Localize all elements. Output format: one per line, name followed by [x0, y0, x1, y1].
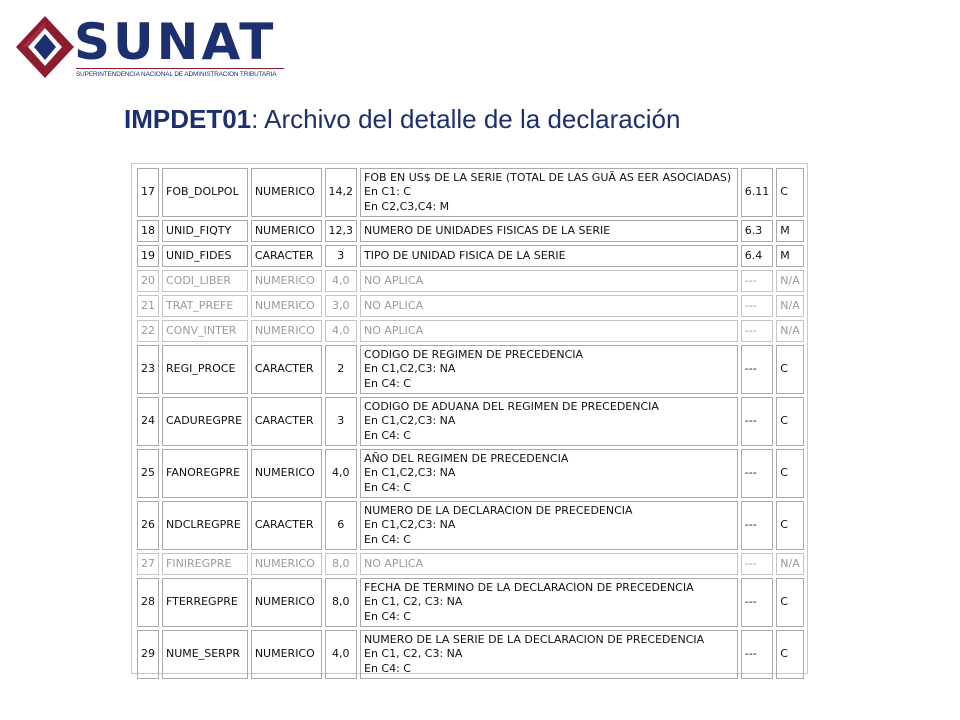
description-line: FOB EN US$ DE LA SERIE (TOTAL DE LAS GUÃ AS EER ASOCIADAS)	[364, 170, 732, 184]
sunat-diamond-emblem	[14, 14, 76, 84]
field-number-cell: 26	[137, 501, 159, 550]
field-number-cell: 28	[137, 578, 159, 627]
logo-subtitle: SUPERINTENDENCIA NACIONAL DE ADMINISTRACION TRIBUTARIA	[76, 68, 284, 78]
field-name-cell: REGI_PROCE	[162, 345, 248, 394]
field-requirement-cell: C	[776, 345, 804, 394]
field-requirement-cell: N/A	[776, 553, 804, 575]
sunat-logo	[14, 14, 284, 84]
description-line: NO APLICA	[364, 273, 424, 287]
field-type-cell: NUMERICO	[251, 270, 322, 292]
field-type-cell: CARACTER	[251, 345, 322, 394]
field-name-cell: UNID_FIDES	[162, 245, 248, 267]
field-length-cell: 8,0	[325, 553, 358, 575]
field-length-cell: 4,0	[325, 320, 358, 342]
table-row	[137, 630, 804, 679]
description-line: En C4: C	[364, 661, 411, 675]
field-type-cell: NUMERICO	[251, 220, 322, 242]
field-description-cell	[360, 168, 738, 217]
field-number-cell: 18	[137, 220, 159, 242]
field-name-cell: NDCLREGPRE	[162, 501, 248, 550]
table-row	[137, 578, 804, 627]
field-number-cell: 22	[137, 320, 159, 342]
description-line: NO APLICA	[364, 298, 424, 312]
field-reference-cell: ---	[741, 345, 774, 394]
table-row	[137, 397, 804, 446]
field-length-cell: 4,0	[325, 270, 358, 292]
field-type-cell: NUMERICO	[251, 168, 322, 217]
description-line: NUMERO DE LA SERIE DE LA DECLARACION DE PRECEDENCIA	[364, 632, 705, 646]
description-line: CODIGO DE REGIMEN DE PRECEDENCIA	[364, 347, 584, 361]
field-number-cell: 27	[137, 553, 159, 575]
table-row	[137, 320, 804, 342]
field-reference-cell: ---	[741, 270, 774, 292]
field-requirement-cell: N/A	[776, 295, 804, 317]
field-reference-cell: ---	[741, 630, 774, 679]
field-type-cell: NUMERICO	[251, 630, 322, 679]
field-number-cell: 25	[137, 449, 159, 498]
field-description-cell	[360, 270, 738, 292]
field-reference-cell: 6.4	[741, 245, 774, 267]
field-reference-cell: ---	[741, 295, 774, 317]
table-row	[137, 245, 804, 267]
field-type-cell: CARACTER	[251, 245, 322, 267]
field-requirement-cell: M	[776, 245, 804, 267]
field-requirement-cell: C	[776, 168, 804, 217]
field-description-cell	[360, 449, 738, 498]
field-name-cell: TRAT_PREFE	[162, 295, 248, 317]
description-line: NO APLICA	[364, 556, 424, 570]
field-name-cell: FTERREGPRE	[162, 578, 248, 627]
field-name-cell: FINIREGPRE	[162, 553, 248, 575]
field-name-cell: CONV_INTER	[162, 320, 248, 342]
field-description-cell	[360, 578, 738, 627]
field-description-cell	[360, 553, 738, 575]
logo-wordmark: SUNAT	[74, 13, 277, 71]
field-reference-cell: ---	[741, 553, 774, 575]
field-requirement-cell: C	[776, 630, 804, 679]
field-number-cell: 29	[137, 630, 159, 679]
table-row	[137, 345, 804, 394]
description-line: NUMERO DE UNIDADES FISICAS DE LA SERIE	[364, 223, 611, 237]
field-description-cell	[360, 220, 738, 242]
field-type-cell: CARACTER	[251, 501, 322, 550]
field-type-cell: NUMERICO	[251, 295, 322, 317]
field-length-cell: 6	[325, 501, 358, 550]
description-line: En C4: C	[364, 376, 411, 390]
table-row	[137, 553, 804, 575]
description-line: En C4: C	[364, 532, 411, 546]
description-line: TIPO DE UNIDAD FISICA DE LA SERIE	[364, 248, 566, 262]
field-number-cell: 23	[137, 345, 159, 394]
field-reference-cell: ---	[741, 397, 774, 446]
description-line: NO APLICA	[364, 323, 424, 337]
description-line: En C1: C	[364, 185, 411, 199]
table-row	[137, 220, 804, 242]
field-number-cell: 24	[137, 397, 159, 446]
field-type-cell: NUMERICO	[251, 578, 322, 627]
description-line: En C4: C	[364, 480, 411, 494]
description-line: En C1,C2,C3: NA	[364, 362, 456, 376]
field-reference-cell: 6.11	[741, 168, 774, 217]
field-description-cell	[360, 320, 738, 342]
table-row	[137, 270, 804, 292]
field-table-frame	[131, 163, 808, 674]
field-name-cell: CADUREGPRE	[162, 397, 248, 446]
field-length-cell: 4,0	[325, 630, 358, 679]
field-reference-cell: 6.3	[741, 220, 774, 242]
field-type-cell: CARACTER	[251, 397, 322, 446]
field-description-cell	[360, 245, 738, 267]
field-description-cell	[360, 630, 738, 679]
description-line: En C1, C2, C3: NA	[364, 647, 463, 661]
description-line: En C1,C2,C3: NA	[364, 414, 456, 428]
description-line: En C1, C2, C3: NA	[364, 595, 463, 609]
field-number-cell: 19	[137, 245, 159, 267]
field-requirement-cell: N/A	[776, 270, 804, 292]
table-row	[137, 295, 804, 317]
field-requirement-cell: C	[776, 501, 804, 550]
field-type-cell: NUMERICO	[251, 553, 322, 575]
title-text: : Archivo del detalle de la declaración	[251, 104, 681, 134]
field-number-cell: 17	[137, 168, 159, 217]
field-name-cell: FOB_DOLPOL	[162, 168, 248, 217]
field-name-cell: CODI_LIBER	[162, 270, 248, 292]
field-length-cell: 3,0	[325, 295, 358, 317]
field-description-cell	[360, 501, 738, 550]
field-length-cell: 8,0	[325, 578, 358, 627]
field-requirement-cell: C	[776, 449, 804, 498]
description-line: NUMERO DE LA DECLARACION DE PRECEDENCIA	[364, 503, 633, 517]
table-row	[137, 168, 804, 217]
field-length-cell: 4,0	[325, 449, 358, 498]
field-name-cell: UNID_FIQTY	[162, 220, 248, 242]
field-reference-cell: ---	[741, 501, 774, 550]
field-reference-cell: ---	[741, 449, 774, 498]
field-length-cell: 3	[325, 245, 358, 267]
field-number-cell: 21	[137, 295, 159, 317]
description-line: En C4: C	[364, 609, 411, 623]
field-type-cell: NUMERICO	[251, 449, 322, 498]
field-name-cell: FANOREGPRE	[162, 449, 248, 498]
field-requirement-cell: M	[776, 220, 804, 242]
field-description-cell	[360, 295, 738, 317]
field-requirement-cell: N/A	[776, 320, 804, 342]
description-line: FECHA DE TERMINO DE LA DECLARACION DE PRECEDENCIA	[364, 580, 694, 594]
field-length-cell: 12,3	[325, 220, 358, 242]
field-reference-cell: ---	[741, 578, 774, 627]
description-line: AÑO DEL REGIMEN DE PRECEDENCIA	[364, 451, 569, 465]
description-line: CODIGO DE ADUANA DEL REGIMEN DE PRECEDENCIA	[364, 399, 659, 413]
field-length-cell: 2	[325, 345, 358, 394]
description-line: En C2,C3,C4: M	[364, 199, 450, 213]
field-length-cell: 14,2	[325, 168, 358, 217]
table-row	[137, 449, 804, 498]
field-reference-cell: ---	[741, 320, 774, 342]
description-line: En C1,C2,C3: NA	[364, 466, 456, 480]
field-detail-table	[134, 165, 807, 682]
title-code: IMPDET01	[124, 104, 252, 134]
field-requirement-cell: C	[776, 397, 804, 446]
table-row	[137, 501, 804, 550]
field-length-cell: 3	[325, 397, 358, 446]
page-title	[124, 104, 680, 135]
field-description-cell	[360, 397, 738, 446]
description-line: En C1,C2,C3: NA	[364, 518, 456, 532]
field-name-cell: NUME_SERPR	[162, 630, 248, 679]
field-type-cell: NUMERICO	[251, 320, 322, 342]
field-description-cell	[360, 345, 738, 394]
field-requirement-cell: C	[776, 578, 804, 627]
description-line: En C4: C	[364, 428, 411, 442]
field-number-cell: 20	[137, 270, 159, 292]
